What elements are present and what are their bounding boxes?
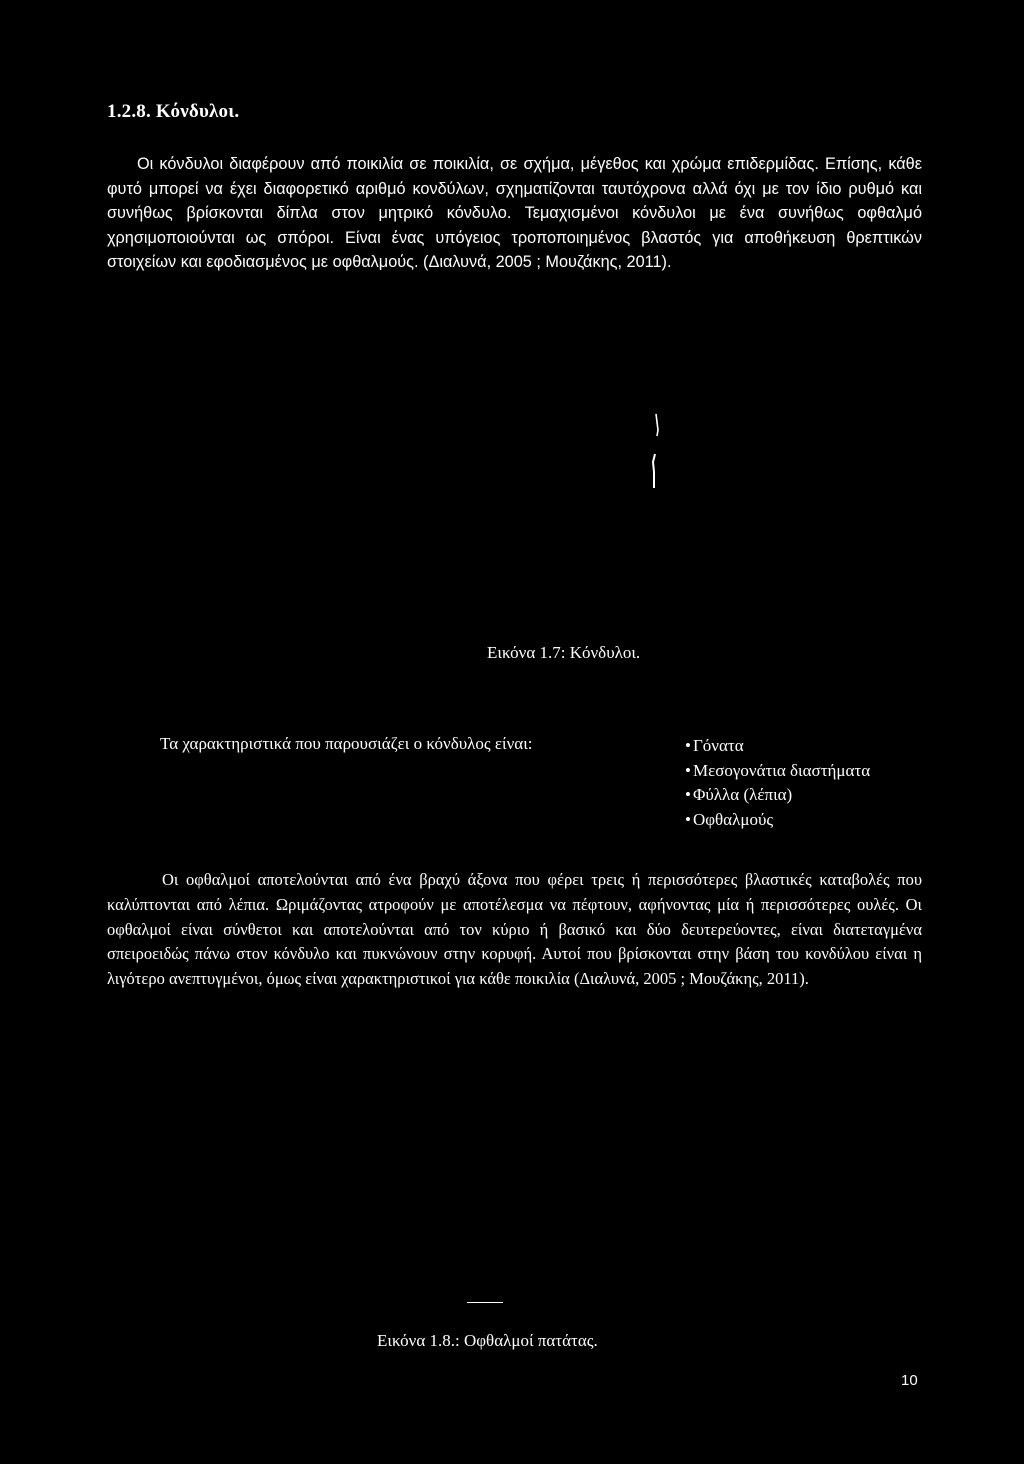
figure-1-7-caption: Εικόνα 1.7: Κόνδυλοι.	[487, 643, 641, 662]
intro-paragraph	[107, 152, 922, 275]
features-intro: Τα χαρακτηριστικά που παρουσιάζει ο κόνδυλος είναι:	[160, 734, 533, 753]
section-heading: 1.2.8. Κόνδυλοι.	[107, 101, 240, 122]
list-item: • Φύλλα (λέπια)	[685, 783, 870, 808]
eyes-paragraph	[107, 868, 922, 992]
intro-paragraph-text: Οι κόνδυλοι διαφέρουν από ποικιλία σε ποικιλία, σε σχήμα, μέγεθος και χρώμα επιδερμίδας. Επίσης, κάθε φυτό μπορεί να έχει διαφορετικό αριθμό κονδύλων, σχηματίζονται ταυτόχρονα αλλά όχι με τον ίδιο ρυθμό και συνήθως βρίσκονται δίπλα στον μητρικό κόνδυλο. Τεμαχισμένοι κόνδυλοι με ένα συνήθως οφθαλμό χρησιμοποιούνται ως σπόροι. Είναι ένας υπόγειος τροποποιημένος βλαστός για αποθήκευση θρεπτικών στοιχείων και εφοδιασμένος με οφθαλμούς. (Διαλυνά, 2005 ; Μουζάκης, 2011).	[107, 155, 922, 271]
figure-1-8-caption: Εικόνα 1.8.: Οφθαλμοί πατάτας.	[377, 1331, 598, 1350]
eyes-paragraph-text: Οι οφθαλμοί αποτελούνται από ένα βραχύ άξονα που φέρει τρεις ή περισσότερες βλαστικές καταβολές που καλύπτονται από λέπια. Ωριμάζοντας ατροφούν με αποτέλεσμα να πέφτουν, αφήνοντας μία ή περισσότερες ουλές. Οι οφθαλμοί είναι σύνθετοι και αποτελούνται από τον κύριο ή βασικό και δύο δευτερεύοντες, είναι διατεταγμένα σπειροειδώς πάνω στον κόνδυλο και πυκνώνουν στην κορυφή. Αυτοί που βρίσκονται στην βάση του κονδύλου είναι η λιγότερο ανεπτυγμένοι, όμως είναι χαρακτηριστικοί για κάθε ποικιλία (Διαλυνά, 2005 ; Μουζάκης, 2011).	[107, 870, 922, 989]
list-item: • Γόνατα	[685, 734, 870, 759]
figure-1-7-image	[648, 412, 662, 492]
figure-1-8-image	[467, 1302, 503, 1303]
list-item: • Μεσογονάτια διαστήματα	[685, 759, 870, 784]
list-item: • Οφθαλμούς	[685, 808, 870, 833]
page-number: 10	[901, 1372, 918, 1389]
features-list	[685, 734, 870, 832]
